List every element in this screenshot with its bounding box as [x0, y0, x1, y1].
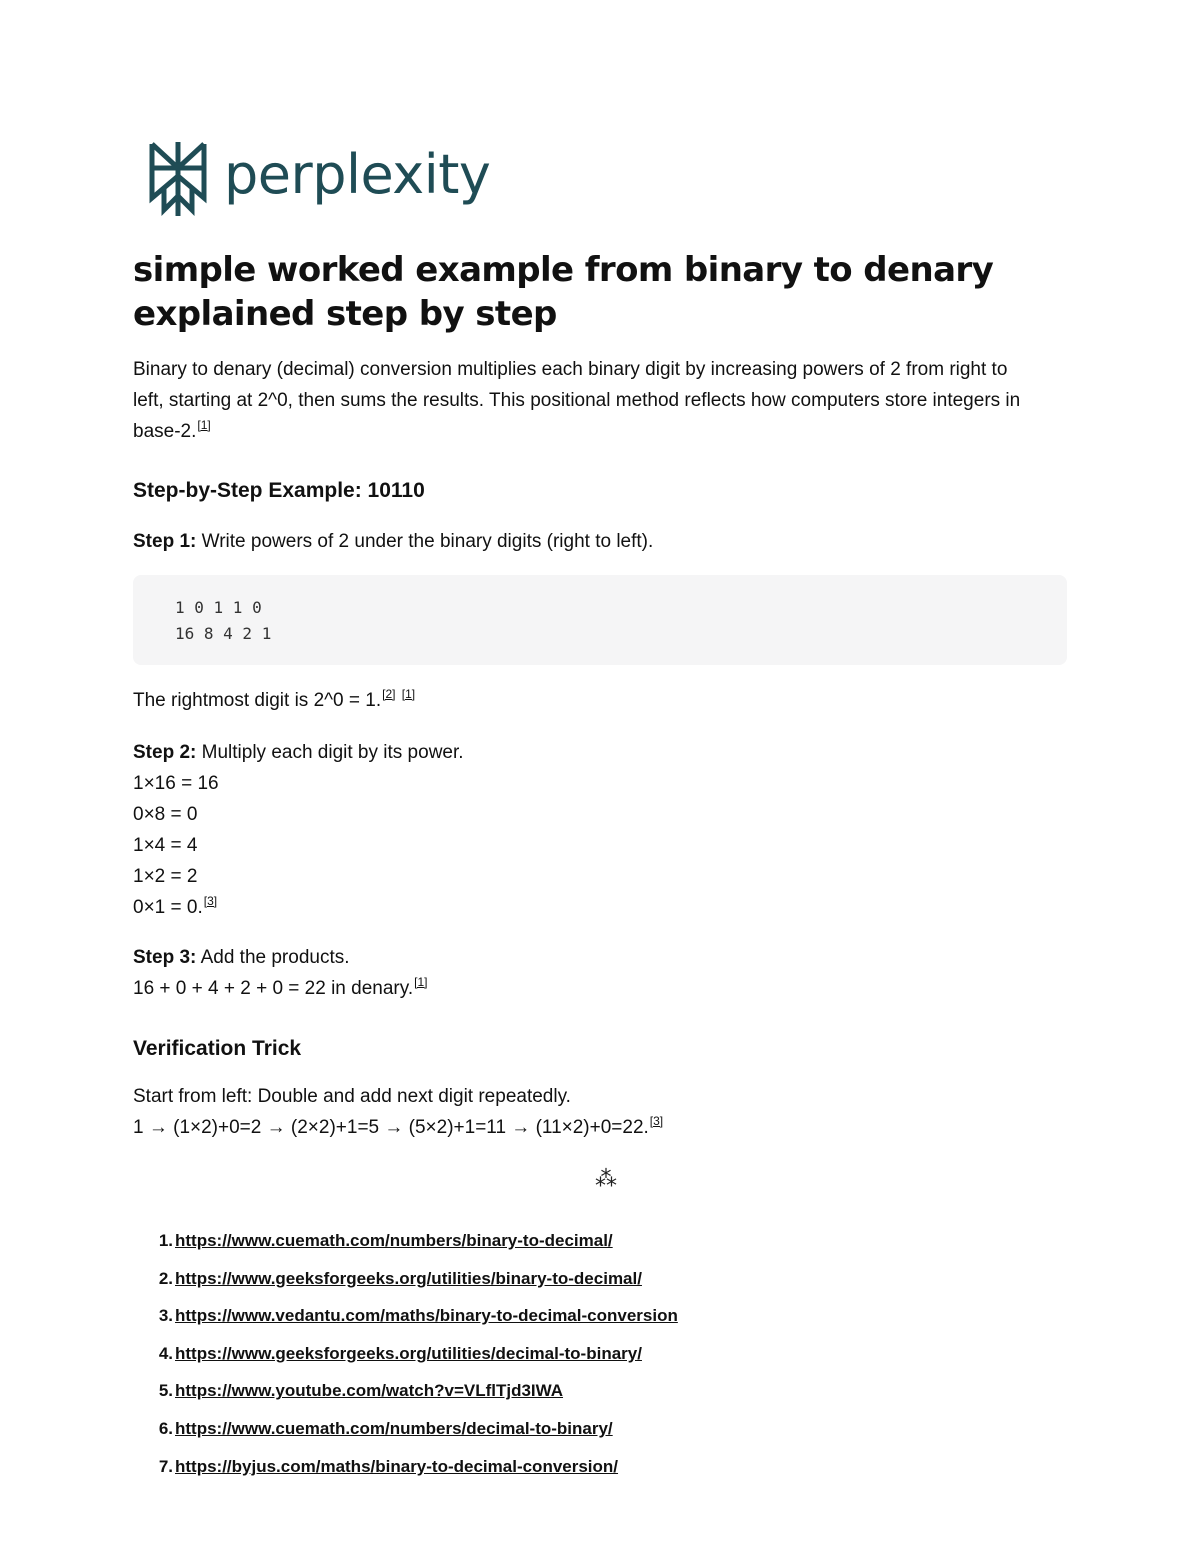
- step2-block: [133, 737, 464, 923]
- citation-link[interactable]: [1]: [414, 975, 428, 989]
- step2-label: Step 2:: [133, 742, 197, 763]
- section-divider: ⁂: [595, 1166, 617, 1191]
- reference-number: 7.: [158, 1456, 173, 1476]
- step3-heading-line: [133, 942, 427, 973]
- reference-number: 5.: [158, 1381, 173, 1401]
- verification-heading: Verification Trick: [133, 1037, 302, 1060]
- reference-link[interactable]: https://www.geeksforgeeks.org/utilities/binary-to-decimal/: [175, 1268, 642, 1288]
- step2-heading-line: [133, 737, 464, 768]
- step1-text: Write powers of 2 under the binary digits (right to left).: [196, 531, 654, 552]
- reference-item: [133, 1410, 678, 1448]
- reference-link[interactable]: https://www.cuemath.com/numbers/decimal-to-binary/: [175, 1418, 613, 1438]
- reference-link[interactable]: https://www.vedantu.com/maths/binary-to-decimal-conversion: [175, 1306, 678, 1326]
- code-block: [133, 575, 1067, 665]
- perplexity-logo-icon: [146, 140, 210, 218]
- step2-line: 0×8 = 0: [133, 804, 198, 825]
- code-content: 1 0 1 1 0 16 8 4 2 1: [175, 598, 272, 643]
- step1-label: Step 1:: [133, 531, 197, 552]
- step2-last-line: [133, 892, 464, 923]
- step3-sum: 16 + 0 + 4 + 2 + 0 = 22 in denary.: [133, 978, 414, 999]
- step3-sum-line: [133, 973, 427, 1004]
- reference-link[interactable]: https://byjus.com/maths/binary-to-decimal-conversion/: [175, 1456, 619, 1476]
- step2-line: 1×2 = 2: [133, 866, 198, 887]
- page-title: simple worked example from binary to denary explained step by step: [133, 250, 994, 334]
- reference-link[interactable]: https://www.youtube.com/watch?v=VLflTjd3IWA: [175, 1381, 564, 1401]
- reference-item: [133, 1335, 678, 1373]
- verification-line: Start from left: Double and add next digit repeatedly.: [133, 1086, 571, 1107]
- step3-label: Step 3:: [133, 947, 197, 968]
- reference-number: 2.: [158, 1268, 173, 1288]
- verification-block: [133, 1081, 663, 1143]
- brand-name: perplexity: [224, 142, 491, 206]
- perplexity-logo: [146, 140, 490, 218]
- intro-text: Binary to denary (decimal) conversion multiplies each binary digit by increasing powers of 2 from right to left, starting at 2^0, then sums the results. This positional method reflects how computers store integers in base-2.: [133, 359, 1021, 442]
- citation-link[interactable]: [3]: [203, 894, 218, 908]
- verification-chain: 1 → (1×2)+0=2 → (2×2)+1=5 → (5×2)+1=11 → (11×2)+0=22.: [133, 1117, 649, 1138]
- step3-block: [133, 942, 427, 1004]
- reference-number: 6.: [158, 1418, 173, 1438]
- example-heading: Step-by-Step Example: 10110: [133, 479, 425, 502]
- citation-link[interactable]: [3]: [649, 1114, 664, 1128]
- reference-item: [133, 1372, 678, 1410]
- step2-text: Multiply each digit by its power.: [196, 742, 464, 763]
- rightmost-paragraph: [133, 685, 415, 716]
- reference-number: 1.: [158, 1231, 173, 1250]
- citation-link[interactable]: [2]: [382, 687, 396, 701]
- reference-item: [133, 1297, 678, 1335]
- step2-line: 1×4 = 4: [133, 835, 198, 856]
- reference-item: [133, 1222, 678, 1260]
- step1-paragraph: [133, 526, 653, 557]
- citation-link[interactable]: [1]: [401, 687, 416, 701]
- reference-item: [133, 1448, 678, 1486]
- step3-text: Add the products.: [196, 947, 350, 968]
- verification-chain-line: [133, 1112, 663, 1143]
- reference-number: 4.: [158, 1343, 173, 1363]
- rightmost-text: The rightmost digit is 2^0 = 1.: [133, 690, 382, 711]
- reference-link[interactable]: https://www.geeksforgeeks.org/utilities/decimal-to-binary/: [175, 1343, 642, 1363]
- reference-number: 3.: [158, 1306, 173, 1326]
- citation-link[interactable]: [1]: [197, 418, 211, 432]
- intro-paragraph: [133, 354, 1033, 447]
- step2-line: 0×1 = 0.: [133, 897, 203, 918]
- reference-item: [133, 1260, 678, 1298]
- reference-link[interactable]: https://www.cuemath.com/numbers/binary-to-decimal/: [175, 1231, 613, 1250]
- references-list: [133, 1222, 678, 1485]
- step2-line: 1×16 = 16: [133, 773, 219, 794]
